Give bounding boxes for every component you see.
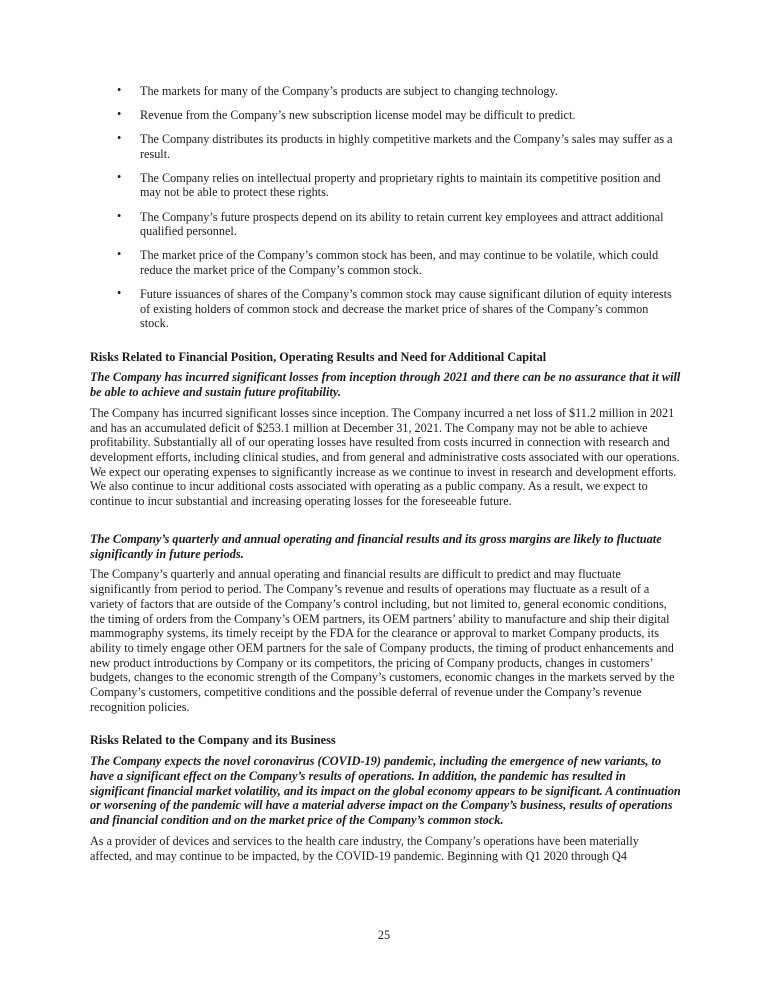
bullet-item	[90, 84, 680, 99]
bullet-icon: •	[117, 131, 122, 146]
risk-statement-quarterly-results: The Company’s quarterly and annual operating and financial results and its gross margins are likely to fluctuate significantly in future periods.	[90, 531, 662, 561]
paragraph-covid-detail: As a provider of devices and services to the health care industry, the Company’s operations have been materially affected, and may continue to be impacted, by the COVID-19 pandemic. Beginning with Q1 2020 through Q4	[90, 834, 639, 863]
bullet-icon: •	[117, 107, 122, 122]
bullet-icon: •	[117, 285, 122, 300]
bullet-text: The market price of the Company’s common stock has been, and may continue to be volatile, which could reduce the market price of the Company’s common stock.	[140, 248, 659, 277]
bullet-icon: •	[117, 208, 122, 223]
page-number: 25	[377, 928, 391, 942]
risk-bullet-list	[90, 84, 680, 331]
bullet-text: The Company distributes its products in highly competitive markets and the Company’s sales may suffer as a result.	[140, 132, 673, 161]
risk-statement-covid: The Company expects the novel coronavirus (COVID-19) pandemic, including the emergence of new variants, to have a significant effect on the Company’s results of operations. In addition, the pandemic has resulted in significant financial market volatility, and its impact on the global economy appears to be significant. A continuation or worsening of the pandemic will have a material adverse impact on the Company’s business, results of operations and financial condition and on the market price of the Company’s common stock.	[90, 754, 681, 828]
bullet-item	[90, 210, 680, 239]
document-content	[90, 84, 682, 869]
bullet-text: Future issuances of shares of the Company’s common stock may cause significant dilution of equity interests of existing holders of common stock and decrease the market price of shares of the Company’s common stock.	[140, 286, 672, 331]
risk-statement-losses: The Company has incurred significant losses from inception through 2021 and there can be no assurance that it will be able to achieve and sustain future profitability.	[90, 370, 681, 400]
paragraph-losses-detail: The Company has incurred significant losses since inception. The Company incurred a net loss of $11.2 million in 2021 and has an accumulated deficit of $253.1 million at December 31, 2021. The Company may not be able to achieve profitability. Substantially all of our operating losses have resulted from costs incurred in connection with research and development efforts, including clinical studies, and from general and administrative costs associated with our operations. We expect our operating expenses to significantly increase as we continue to invest in research and development efforts. We also continue to incur additional costs associated with operating as a public company. As a result, we expect to continue to incur substantial and increasing operating losses for the foreseeable future.	[90, 405, 680, 509]
bullet-item	[90, 132, 680, 161]
bullet-icon: •	[117, 169, 122, 184]
bullet-item	[90, 248, 680, 277]
bullet-item	[90, 108, 680, 123]
paragraph-quarterly-results-detail: The Company’s quarterly and annual operating and financial results are difficult to predict and may fluctuate significantly from period to period. The Company’s revenue and results of operations may fluctuate as a result of a variety of factors that are outside of the Company’s control including, but not limited to, general economic conditions, the timing of orders from the Company’s OEM partners, its OEM partners’ ability to manufacture and ship their digital mammography systems, its timely receipt by the FDA for the clearance or approval to market Company products, its ability to timely engage other OEM partners for the sale of Company products, the timing of product enhancements and new product introductions by Company or its competitors, the pricing of Company products, changes in customers’ budgets, changes to the economic strength of the Company’s customers, economic changes in the markets served by the Company’s customers, competitive conditions and the possible deferral of revenue under the Company’s revenue recognition policies.	[90, 567, 675, 714]
bullet-text: The Company relies on intellectual property and proprietary rights to maintain its competitive position and may not be able to protect these rights.	[140, 170, 661, 200]
bullet-text: The markets for many of the Company’s products are subject to changing technology.	[140, 84, 558, 98]
bullet-icon: •	[117, 247, 122, 262]
bullet-item	[90, 287, 680, 331]
bullet-text: The Company’s future prospects depend on its ability to retain current key employees and attract additional qualified personnel.	[140, 209, 664, 239]
bullet-item	[90, 171, 680, 200]
section-heading-company-business: Risks Related to the Company and its Business	[90, 733, 336, 748]
section-heading-financial-position: Risks Related to Financial Position, Operating Results and Need for Additional Capital	[90, 349, 547, 364]
bullet-icon: •	[117, 83, 122, 97]
bullet-text: Revenue from the Company’s new subscription license model may be difficult to predict.	[140, 108, 576, 123]
